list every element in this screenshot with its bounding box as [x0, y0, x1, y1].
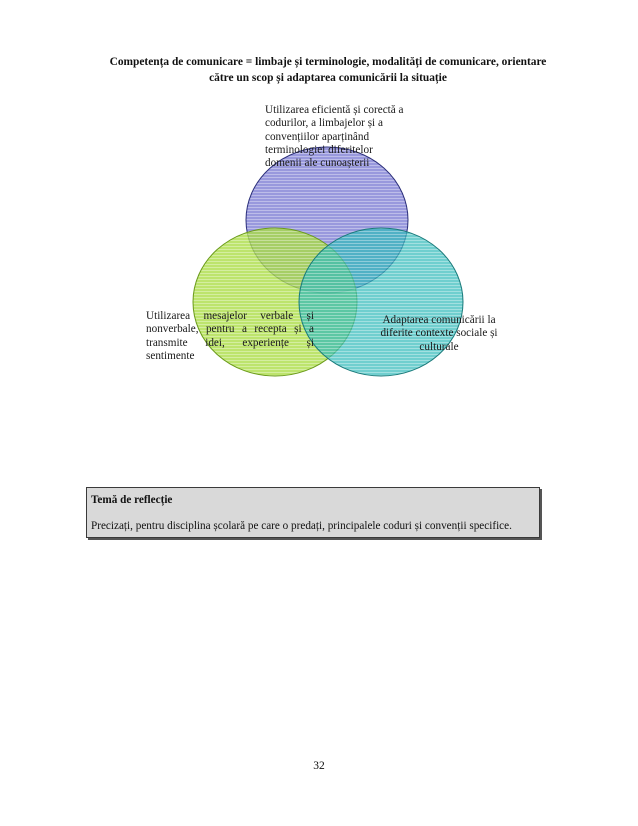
- venn-label-left-line: Utilizarea mesajelor verbale și: [146, 310, 314, 322]
- reflection-title: Temă de reflecție: [91, 494, 173, 506]
- heading-line-1: Competența de comunicare = limbaje și terminologie, modalități de comunicare, orientare: [109, 56, 547, 68]
- venn-label-right-line: diferite contexte sociale și: [380, 327, 498, 340]
- page-number: 32: [313, 760, 325, 772]
- venn-label-left-line: sentimente: [146, 349, 195, 362]
- venn-label-right-line: culturale: [419, 340, 459, 353]
- venn-label-left-line: nonverbale, pentru a recepta și a: [146, 323, 314, 336]
- venn-label-top-line: convențiilor aparținând: [265, 130, 370, 143]
- venn-label-right: [370, 314, 508, 354]
- venn-label-top-line: codurilor, a limbajelor și a: [265, 117, 383, 130]
- venn-label-top-line: terminologiei diferitelor: [265, 143, 373, 156]
- venn-label-top-line: domenii ale cunoașterii: [265, 157, 370, 170]
- reflection-text: Precizați, pentru disciplina școlară pe care o predați, principalele coduri și convenții specifice.: [91, 520, 512, 532]
- heading-line-2: către un scop și adaptarea comunicării la situație: [209, 72, 447, 84]
- venn-label-left-line: transmite idei, experiențe și: [146, 336, 314, 349]
- venn-label-top: [265, 104, 425, 170]
- venn-label-right-line: Adaptarea comunicării la: [382, 314, 496, 326]
- venn-label-top-line: Utilizarea eficientă și corectă a: [265, 104, 404, 116]
- reflection-box: [86, 487, 540, 538]
- venn-label-left: [146, 310, 314, 363]
